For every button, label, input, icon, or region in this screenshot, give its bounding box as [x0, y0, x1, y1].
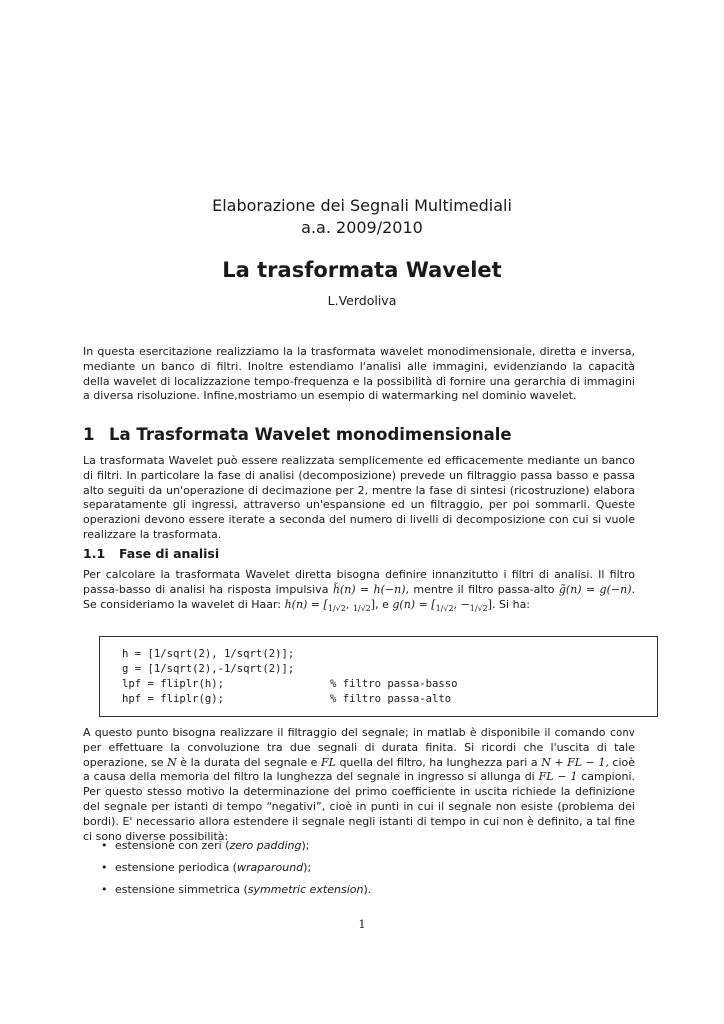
math-comma: ,	[453, 597, 461, 611]
filtering-paragraph	[83, 726, 635, 844]
academic-year: a.a. 2009/2010	[301, 218, 423, 237]
text-run: campioni. Per questo stesso motivo la determinazione del primo coefficiente in uscita richiede la definizione del segnale per istanti di tempo “negativi”, cioè in punti in cui il segnale non esiste (problema dei bordi). E' necessario allora estendere il segnale negli istanti di tempo in cui non è definito, a tal fine ci sono diverse possibilità:	[83, 770, 635, 843]
math-bracket: ]	[370, 597, 376, 611]
numerator: 1	[469, 603, 475, 613]
fraction: 1/√2	[469, 603, 488, 613]
subsection-number: 1.1	[83, 546, 106, 561]
inline-code: conv	[609, 727, 635, 739]
section-heading	[83, 425, 512, 444]
code-text: h = [1/sqrt(2), 1/sqrt(2)];	[122, 648, 295, 660]
text-run: estensione periodica (	[115, 861, 237, 874]
list-item-text	[115, 883, 371, 896]
text-run: A questo punto bisogna realizzare il filtraggio del segnale; in matlab è disponibile il comando	[83, 726, 610, 739]
text-run: estensione simmetrica (	[115, 883, 248, 896]
code-comment: % filtro passa-basso	[330, 678, 458, 690]
text-run: per effettuare la convoluzione tra due segnali di durata finita. Si ricordi che l'uscita di tale operazione, se	[83, 740, 635, 769]
math-minus: −	[460, 597, 470, 611]
section-paragraph: La trasformata Wavelet può essere realizzata semplicemente ed efficacemente mediante un banco di filtri. In particolare la fase di analisi (decomposizione) prevede un filtraggio passa basso e passa alto seguiti da un'operazione di decimazione per 2, mentre la fase di sintesi (ricostruzione) elabora separatamente gli ingressi, attraverso un'espansione ed un filtraggio, per poi sommarli. Queste operazioni devono essere iterate a seconda del numero di livelli di decomposizione con cui si vuole realizzare la trasformata.	[83, 454, 635, 541]
emphasis: symmetric extension	[247, 883, 364, 896]
author: L.Verdoliva	[327, 293, 397, 308]
denominator: √2	[360, 603, 371, 613]
text-run: , e	[375, 597, 393, 611]
math-haar-g: g(n) = [	[392, 597, 436, 611]
math-comma: ,	[345, 597, 353, 611]
analysis-paragraph	[83, 568, 635, 616]
text-run: Per calcolare la trasformata Wavelet diretta bisogna definire innanzitutto i filtri di analisi. Il filtro passa-basso di analisi ha risposta impulsiva	[83, 568, 635, 596]
math-N-plus-FL: N + FL − 1	[541, 755, 606, 769]
section-number: 1	[83, 425, 95, 444]
code-text: g = [1/sqrt(2),-1/sqrt(2)];	[122, 663, 295, 675]
denominator: √2	[477, 603, 488, 613]
list-item-text	[115, 861, 311, 874]
text-run: );	[301, 839, 310, 852]
text-run: è la durata del segnale e	[176, 755, 321, 769]
text-run: . Si ha:	[492, 597, 531, 611]
bullet-icon: •	[101, 839, 108, 852]
list-item-text	[115, 839, 309, 852]
text-run: estensione con zeri (	[115, 839, 230, 852]
page-number: 1	[358, 918, 366, 931]
denominator: √2	[443, 603, 454, 613]
emphasis: zero padding	[229, 839, 302, 852]
numerator: 1	[352, 603, 358, 613]
denominator: √2	[335, 603, 346, 613]
subsection-heading	[83, 546, 219, 561]
code-comment: % filtro passa-alto	[330, 693, 452, 705]
code-line	[122, 678, 458, 690]
code-text: hpf = fliplr(g);	[122, 693, 225, 705]
course-name: Elaborazione dei Segnali Multimediali	[212, 196, 512, 215]
code-text: lpf = fliplr(h);	[122, 678, 225, 690]
text-run: ).	[363, 883, 372, 896]
document-title: La trasformata Wavelet	[222, 258, 502, 282]
subsection-title: Fase di analisi	[119, 546, 220, 561]
emphasis: wraparound	[236, 861, 304, 874]
text-run: , mentre il filtro passa-alto	[405, 582, 559, 596]
math-bracket: ]	[487, 597, 493, 611]
numerator: 1	[327, 603, 333, 613]
text-run: quella del filtro, ha lunghezza pari a	[335, 755, 542, 769]
math-haar-h: h(n) = [	[284, 597, 328, 611]
code-line	[122, 693, 452, 705]
section-title: La Trasformata Wavelet monodimensionale	[109, 425, 512, 444]
code-line	[122, 663, 294, 675]
text-run: , cioè a causa della memoria del filtro la lunghezza del segnale in ingresso si allunga di	[83, 755, 635, 784]
bullet-icon: •	[101, 883, 108, 896]
fraction: 1/√2	[435, 603, 454, 613]
abstract: In questa esercitazione realizziamo la la trasformata wavelet monodimensionale, diretta e inversa, mediante un banco di filtri. Inoltre estendiamo l'analisi alle immagini, evidenziando la capacità della wavelet di localizzazione tempo-frequenza e la possibilità di fornire una gerarchia di immagini a diversa risoluzione. Infine,mostriamo un esempio di watermarking nel dominio wavelet.	[83, 345, 635, 403]
math-h-tilde: h̃(n) = h(−n)	[332, 582, 406, 596]
math-FL: FL	[320, 755, 336, 769]
text-run: . Se consideriamo la wavelet di Haar:	[83, 582, 635, 611]
numerator: 1	[435, 603, 441, 613]
code-line	[122, 648, 294, 660]
math-g-tilde: g̃(n) = g(−n)	[558, 582, 632, 596]
code-listing	[99, 636, 658, 717]
math-FL-minus-1: FL − 1	[538, 770, 578, 784]
fraction: 1/√2	[352, 603, 371, 613]
math-N: N	[167, 755, 177, 769]
fraction: 1/√2	[327, 603, 346, 613]
bullet-icon: •	[101, 861, 108, 874]
text-run: );	[303, 861, 312, 874]
